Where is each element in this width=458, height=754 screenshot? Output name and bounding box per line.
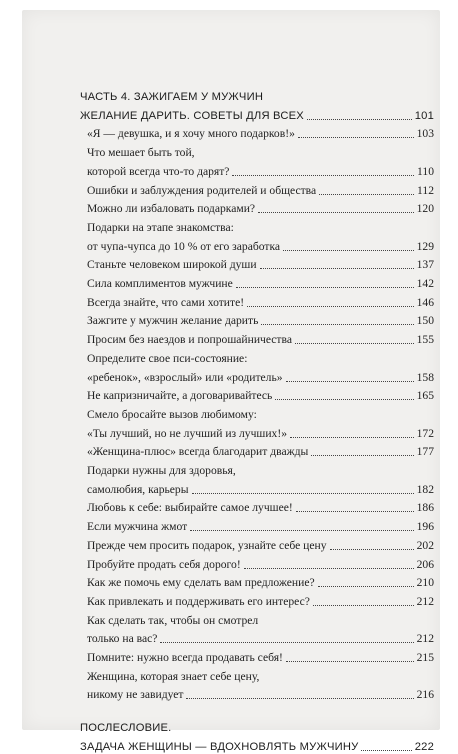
toc-entry-continuation bbox=[87, 684, 434, 702]
page-number: 206 bbox=[416, 557, 434, 571]
toc-entry bbox=[87, 123, 434, 141]
dot-leader bbox=[330, 548, 414, 550]
page-number: 110 bbox=[417, 164, 434, 178]
entry-title: Подарки нужны для здоровья, bbox=[87, 464, 236, 477]
dot-leader bbox=[286, 380, 414, 382]
afterword-subheading bbox=[80, 736, 434, 754]
toc-entry bbox=[87, 292, 434, 310]
dot-leader bbox=[361, 749, 411, 751]
entry-title: ЖЕЛАНИЕ ДАРИТЬ. СОВЕТЫ ДЛЯ ВСЕХ bbox=[80, 109, 304, 122]
dot-leader bbox=[192, 492, 414, 494]
page-number: 177 bbox=[416, 445, 434, 459]
toc-entry bbox=[87, 647, 434, 665]
toc-entry-continuation bbox=[87, 479, 434, 497]
dot-leader bbox=[311, 454, 413, 456]
toc-entry bbox=[87, 666, 434, 684]
entry-title: никому не завидует bbox=[87, 688, 184, 702]
toc-entry bbox=[87, 441, 434, 459]
toc-entry bbox=[87, 591, 434, 609]
chapter-heading bbox=[80, 86, 434, 104]
dot-leader bbox=[244, 567, 414, 569]
entry-title: Пробуйте продать себя дорого! bbox=[87, 557, 241, 571]
entry-title: Прежде чем просить подарок, узнайте себе цену bbox=[87, 538, 327, 552]
dot-leader bbox=[290, 436, 414, 438]
dot-leader bbox=[295, 342, 414, 344]
page-number: 222 bbox=[414, 740, 434, 753]
entry-title: «ребенок», «взрослый» или «родитель» bbox=[87, 370, 283, 384]
page-number: 196 bbox=[416, 520, 434, 534]
page-number: 202 bbox=[416, 538, 434, 552]
entry-title: Как привлекать и поддерживать его интерес? bbox=[87, 594, 310, 608]
toc-entry-continuation bbox=[87, 367, 434, 385]
page-number: 186 bbox=[416, 501, 434, 515]
toc-entry bbox=[87, 254, 434, 272]
page-number: 158 bbox=[416, 370, 434, 384]
page-number: 103 bbox=[416, 127, 434, 141]
page-number: 212 bbox=[416, 594, 434, 608]
dot-leader bbox=[232, 174, 414, 176]
dot-leader bbox=[283, 249, 414, 251]
dot-leader bbox=[313, 604, 414, 606]
toc-entry bbox=[87, 460, 434, 478]
page-number: 210 bbox=[416, 576, 434, 590]
dot-leader bbox=[275, 398, 413, 400]
dot-leader bbox=[298, 136, 414, 138]
dot-leader bbox=[258, 211, 414, 213]
toc-entry bbox=[87, 180, 434, 198]
dot-leader bbox=[318, 585, 414, 587]
toc-entry bbox=[87, 348, 434, 366]
afterword-heading bbox=[80, 717, 434, 735]
toc-entry bbox=[87, 198, 434, 216]
toc-entry bbox=[87, 404, 434, 422]
entry-title: Женщина, которая знает себе цену, bbox=[87, 669, 260, 683]
dot-leader bbox=[260, 267, 414, 269]
page-number: 146 bbox=[416, 295, 434, 309]
entry-title: Что мешает быть той, bbox=[87, 146, 195, 160]
page-number: 120 bbox=[416, 202, 434, 216]
entry-title: Станьте человеком широкой души bbox=[87, 258, 257, 272]
toc-entry bbox=[87, 329, 434, 347]
dot-leader bbox=[186, 697, 413, 699]
entry-title: «Ты лучший, но не лучший из лучших!» bbox=[87, 426, 288, 440]
page-number: 215 bbox=[416, 651, 434, 664]
toc-entry bbox=[87, 554, 434, 572]
entry-title: Подарки на этапе знакомства: bbox=[87, 220, 234, 234]
toc-entry bbox=[87, 385, 434, 403]
dot-leader bbox=[190, 529, 413, 531]
dot-leader bbox=[160, 641, 413, 643]
page-number: 182 bbox=[416, 482, 434, 496]
entry-title: которой всегда что-то дарят? bbox=[87, 164, 230, 178]
dot-leader bbox=[261, 323, 413, 325]
page-number: 137 bbox=[416, 258, 434, 272]
toc-entry-continuation bbox=[87, 236, 434, 254]
toc-entry bbox=[87, 516, 434, 534]
page-number: 129 bbox=[416, 239, 434, 253]
entry-title: самолюбия, карьеры bbox=[87, 482, 189, 496]
entry-title: Ошибки и заблуждения родителей и общества bbox=[87, 183, 317, 197]
book-page bbox=[22, 10, 440, 753]
page-number: 142 bbox=[416, 277, 434, 290]
toc-entry bbox=[87, 497, 434, 515]
entry-title: ПОСЛЕСЛОВИЕ. bbox=[80, 722, 172, 735]
dot-leader bbox=[286, 660, 414, 662]
entry-title: Всегда знайте, что сами хотите! bbox=[87, 295, 245, 309]
dot-leader bbox=[319, 193, 414, 195]
page-number: 212 bbox=[416, 632, 434, 646]
toc-entry bbox=[87, 535, 434, 553]
page-number: 216 bbox=[416, 688, 434, 702]
toc-entry bbox=[87, 610, 434, 628]
dot-leader bbox=[247, 305, 414, 307]
toc-entry bbox=[87, 273, 434, 291]
entry-title: от чупа-чупса до 10 % от его заработка bbox=[87, 239, 281, 253]
entry-title: Как же помочь ему сделать вам предложение? bbox=[87, 576, 315, 590]
entry-title: Можно ли избаловать подарками? bbox=[87, 202, 256, 216]
toc-entry-continuation bbox=[87, 423, 434, 441]
page-number: 165 bbox=[416, 389, 434, 403]
entry-title: «Я — девушка, и я хочу много подарков!» bbox=[87, 127, 295, 141]
entry-title: Зажгите у мужчин желание дарить bbox=[87, 314, 259, 328]
page-number: 155 bbox=[416, 333, 434, 347]
toc-entry bbox=[87, 572, 434, 590]
entry-title: ЗАДАЧА ЖЕНЩИНЫ — ВДОХНОВЛЯТЬ МУЖЧИНУ bbox=[80, 740, 359, 753]
chapter-subheading bbox=[80, 105, 434, 123]
entry-title: только на вас? bbox=[87, 632, 158, 646]
page-number: 101 bbox=[414, 109, 434, 122]
entry-title: ЧАСТЬ 4. ЗАЖИГАЕМ У МУЖЧИН bbox=[80, 91, 264, 103]
entry-title: Просим без наездов и попрошайничества bbox=[87, 333, 292, 347]
dot-leader bbox=[296, 510, 414, 512]
entry-title: Смело бросайте вызов любимому: bbox=[87, 407, 257, 421]
entry-title: «Женщина-плюс» всегда благодарит дважды bbox=[87, 445, 309, 459]
page-number: 172 bbox=[416, 426, 434, 440]
entry-title: Определите свое пси-состояние: bbox=[87, 351, 248, 365]
entry-title: Как сделать так, чтобы он смотрел bbox=[87, 613, 259, 627]
entry-title: Любовь к себе: выбирайте самое лучшее! bbox=[87, 501, 293, 515]
entry-title: Сила комплиментов мужчине bbox=[87, 277, 233, 290]
entry-title: Если мужчина жмот bbox=[87, 520, 188, 534]
dot-leader bbox=[307, 118, 412, 120]
toc-entry bbox=[87, 310, 434, 328]
entry-title: Не капризничайте, а договаривайтесь bbox=[87, 389, 273, 403]
dot-leader bbox=[236, 286, 414, 288]
toc-entry-continuation bbox=[87, 161, 434, 179]
toc-entry bbox=[87, 217, 434, 235]
page-number: 150 bbox=[416, 314, 434, 328]
entry-title: Помните: нужно всегда продавать себя! bbox=[87, 651, 283, 664]
toc-entry bbox=[87, 142, 434, 160]
page-number: 112 bbox=[417, 183, 434, 197]
toc-entry-continuation bbox=[87, 628, 434, 646]
